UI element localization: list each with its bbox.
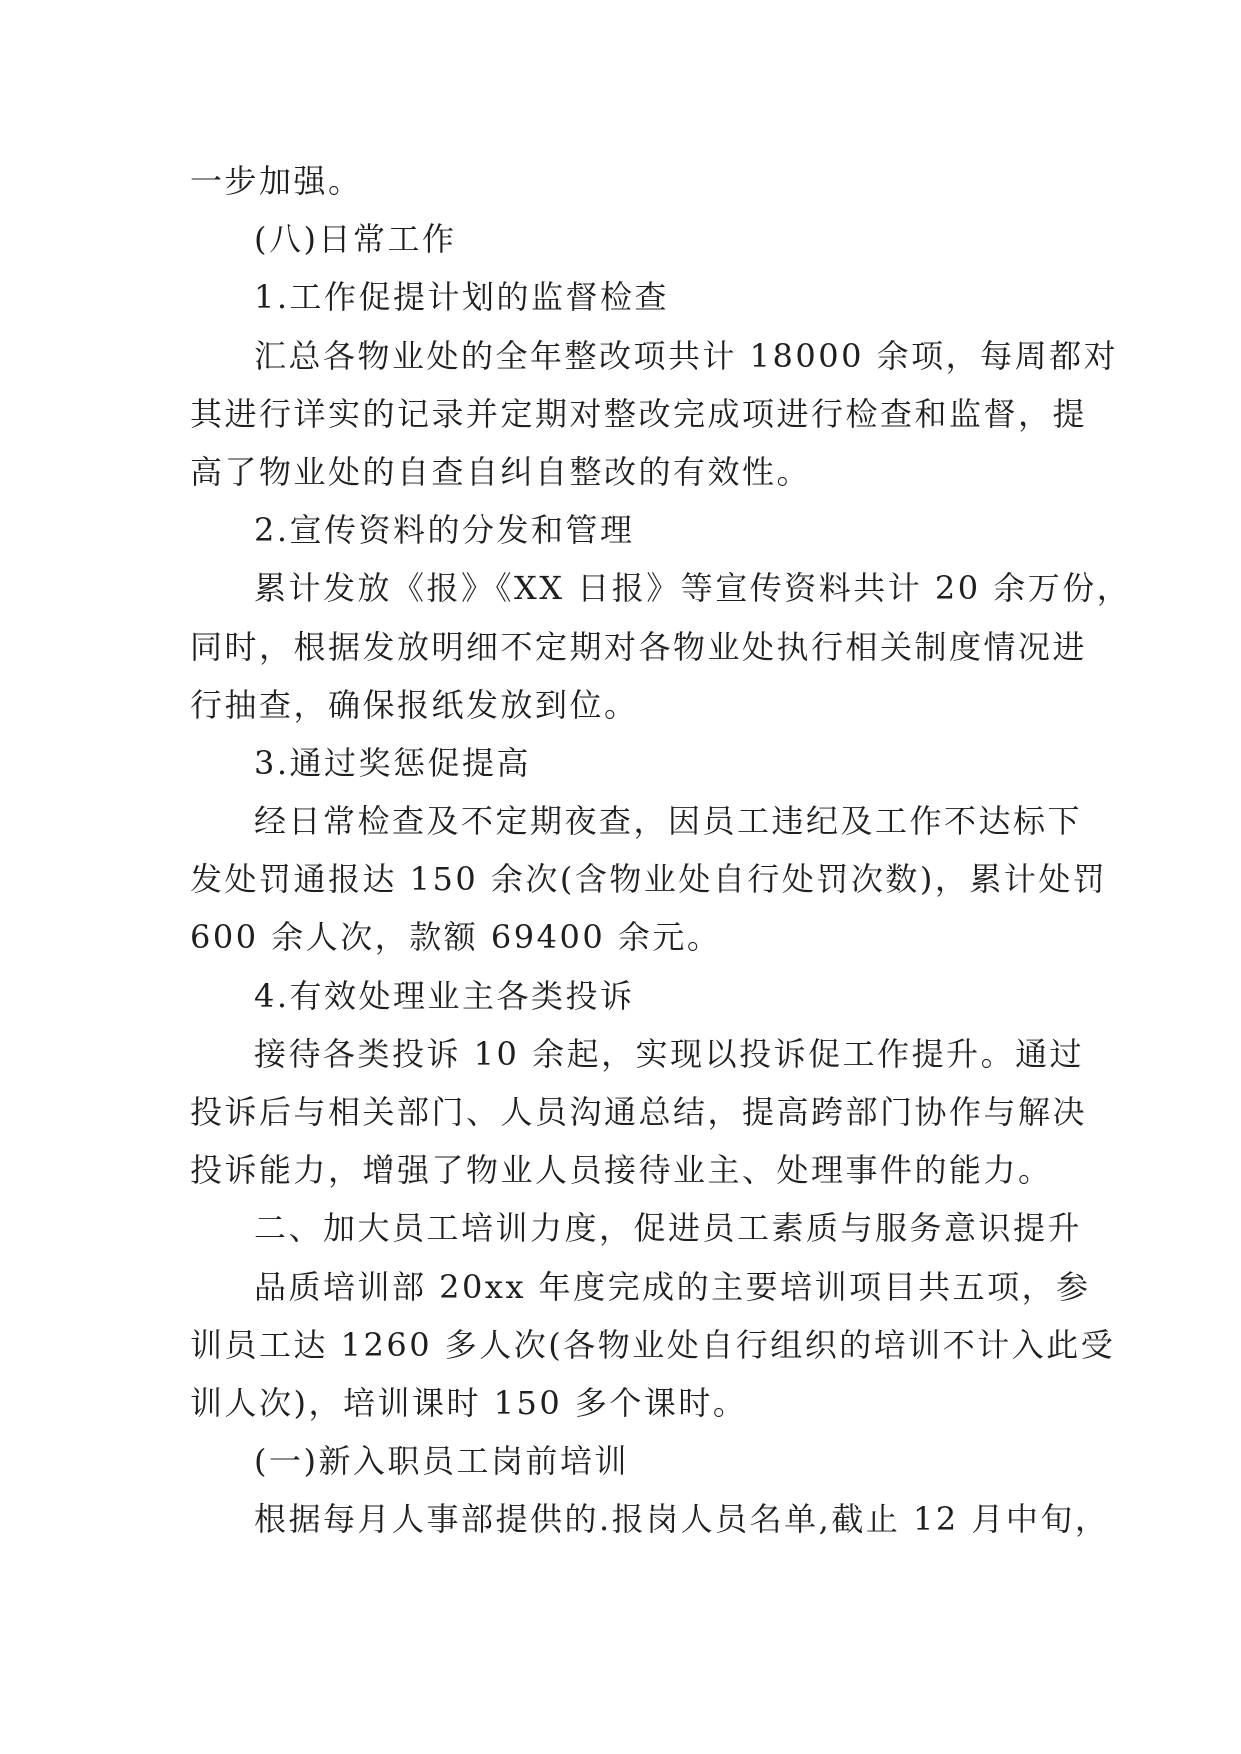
text-line: 品质培训部 20xx 年度完成的主要培训项目共五项，参	[254, 1267, 1091, 1306]
text-line: 投诉后与相关部门、人员沟通总结，提高跨部门协作与解决	[190, 1093, 1088, 1131]
text-line: 同时，根据发放明细不定期对各物业处执行相关制度情况进	[190, 627, 1088, 666]
section-heading: (一)新入职员工岗前培训	[254, 1442, 629, 1481]
text-line: 训员工达 1260 多人次(各物业处自行组织的培训不计入此受	[190, 1325, 1116, 1364]
text-line: 根据每月人事部提供的.报岗人员名单,截止 12 月中旬，	[254, 1500, 1110, 1539]
text-line: 600 余人次，款额 69400 余元。	[190, 918, 722, 957]
section-heading: 二、加大员工培训力度，促进员工素质与服务意识提升	[254, 1209, 1083, 1248]
text-line: 高了物业处的自查自纠自整改的有效性。	[190, 452, 812, 491]
text-line: 其进行详实的记录并定期对整改完成项进行检查和监督，提	[190, 394, 1088, 433]
document-body	[190, 152, 1132, 1549]
text-line: 行抽查，确保报纸发放到位。	[190, 685, 639, 724]
text-line: 经日常检查及不定期夜查，因员工违纪及工作不达标下	[254, 802, 1083, 841]
text-line: 汇总各物业处的全年整改项共计 18000 余项，每周都对	[254, 336, 1119, 375]
text-line: 接待各类投诉 10 余起，实现以投诉促工作提升。通过	[254, 1034, 1085, 1073]
text-line: 发处罚通报达 150 余次(含物业处自行处罚次数)，累计处罚	[190, 860, 1108, 899]
subsection-heading: 1.工作促提计划的监督检查	[254, 278, 670, 317]
text-line: 一步加强。	[190, 162, 363, 200]
text-line: 训人次)，培训课时 150 多个课时。	[190, 1383, 748, 1422]
subsection-heading: 3.通过奖惩促提高	[254, 743, 532, 782]
subsection-heading: 4.有效处理业主各类投诉	[254, 976, 635, 1015]
section-heading: (八)日常工作	[254, 220, 457, 259]
text-line: 累计发放《报》《XX 日报》等宣传资料共计 20 余万份，	[254, 569, 1132, 608]
subsection-heading: 2.宣传资料的分发和管理	[254, 511, 635, 550]
text-line: 投诉能力，增强了物业人员接待业主、处理事件的能力。	[190, 1151, 1053, 1190]
